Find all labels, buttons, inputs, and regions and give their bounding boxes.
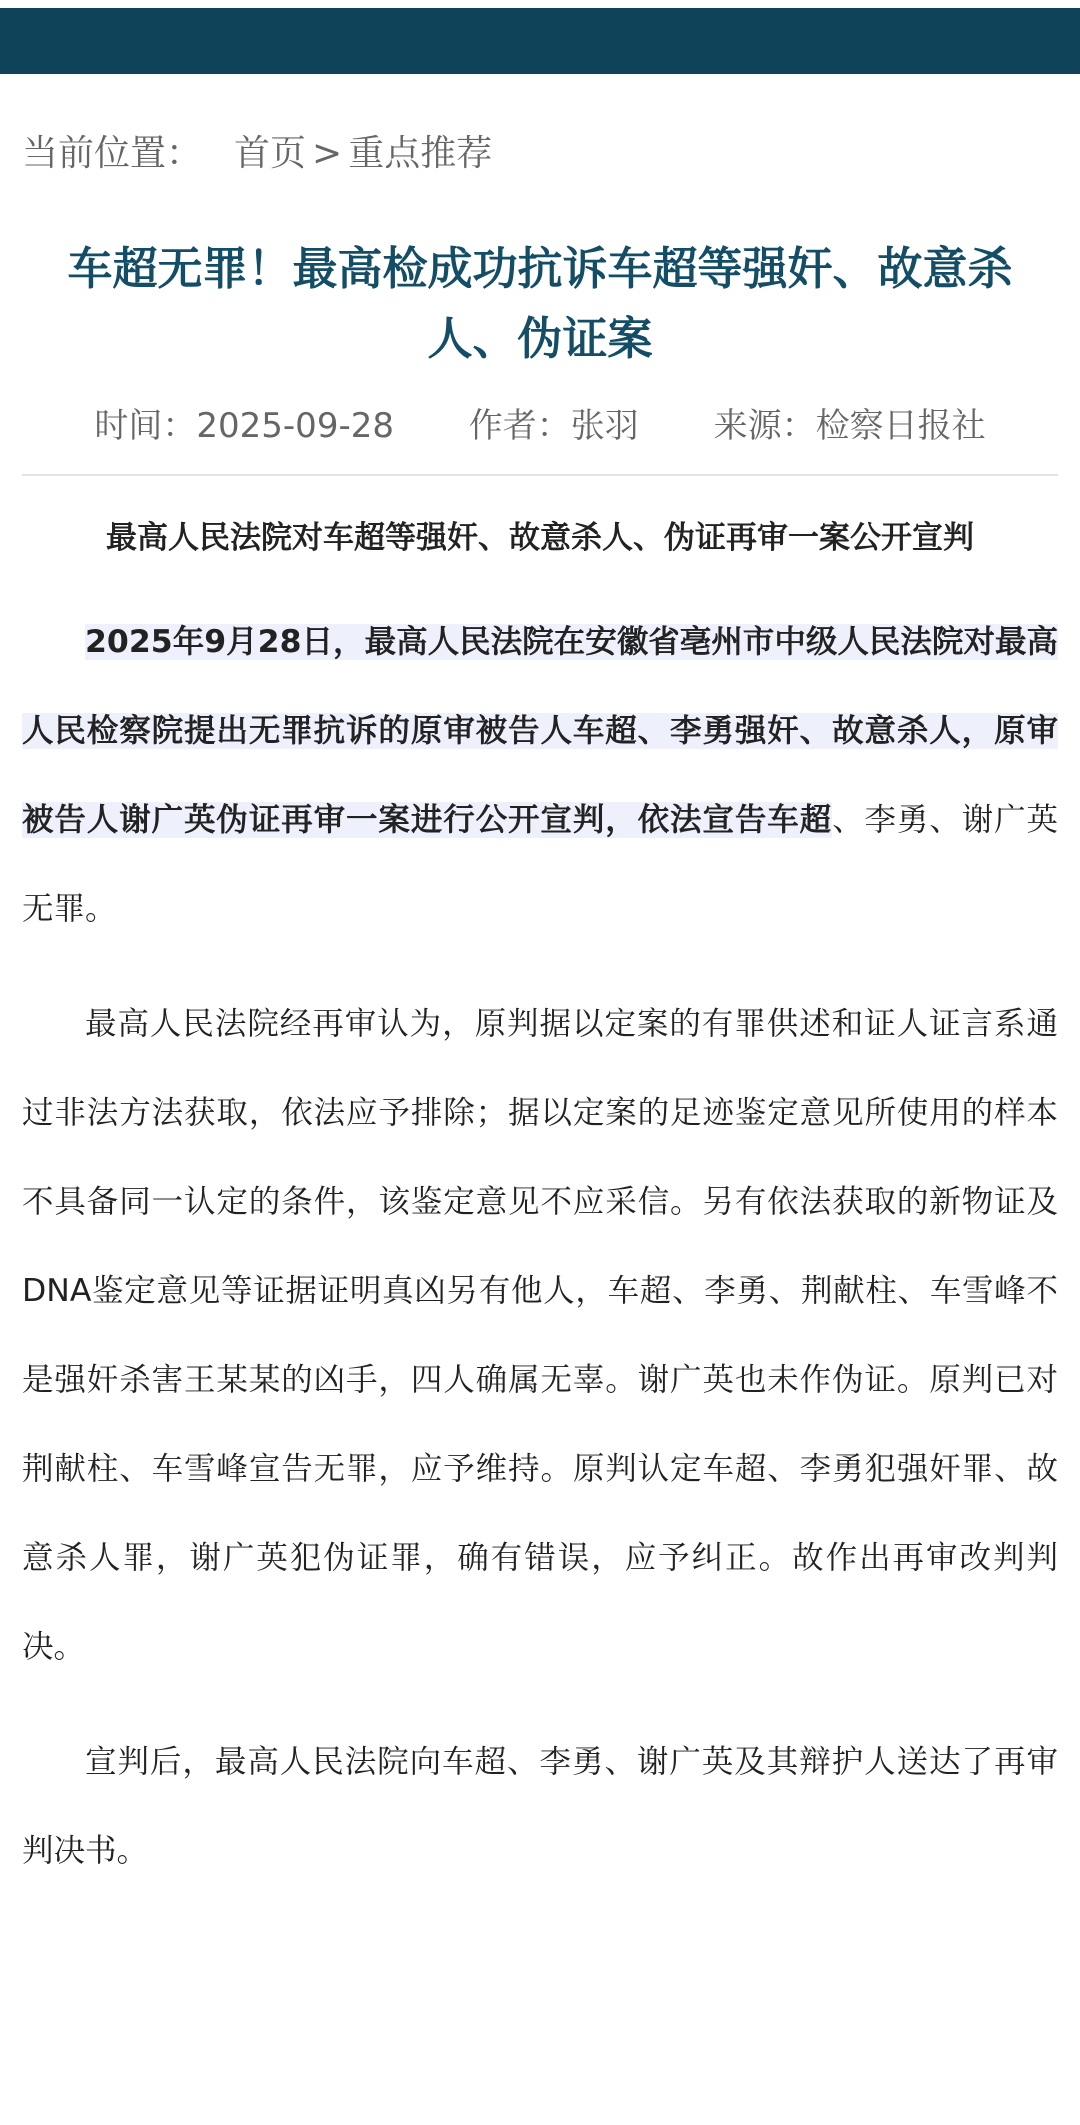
article-page (0, 132, 1080, 1896)
top-header-bar (0, 8, 1080, 74)
breadcrumb-separator: > (312, 133, 343, 174)
breadcrumb-home-link[interactable]: 首页 (234, 133, 307, 174)
article-paragraph-1 (22, 598, 1058, 954)
article-author: 作者：张羽 (468, 406, 639, 446)
breadcrumb (22, 132, 1058, 176)
breadcrumb-label: 当前位置： (22, 133, 203, 174)
breadcrumb-current-link[interactable]: 重点推荐 (348, 133, 493, 174)
article-time: 时间：2025-09-28 (94, 406, 394, 446)
article-subtitle: 最高人民法院对车超等强奸、故意杀人、伪证再审一案公开宣判 (106, 520, 974, 556)
article-title: 车超无罪！最高检成功抗诉车超等强奸、故意杀人、伪证案 (67, 242, 1013, 365)
meta-divider (22, 474, 1058, 476)
paragraph-1-rest: 、李勇、谢广英无罪。 (22, 802, 1058, 927)
article-paragraph-2: 最高人民法院经再审认为，原判据以定案的有罪供述和证人证言系通过非法方法获取，依法应予排除；据以定案的足迹鉴定意见所使用的样本不具备同一认定的条件，该鉴定意见不应采信。另有依法获取的新物证及DNA鉴定意见等证据证明真凶另有他人，车超、李勇、荆献柱、车雪峰不是强奸杀害王某某的凶手，四人确属无辜。谢广英也未作伪证。原判已对荆献柱、车雪峰宣告无罪，应予维持。原判认定车超、李勇犯强奸罪、故意杀人罪，谢广英犯伪证罪，确有错误，应予纠正。故作出再审改判判决。 (22, 1006, 1058, 1665)
highlighted-text: 2025年9月28日，最高人民法院在安徽省亳州市中级人民法院对最高人民检察院提出无罪抗诉的原审被告人车超、李勇强奸、故意杀人，原审被告人谢广英伪证再审一案进行公开宣判，依法宣告车超 (22, 624, 1058, 838)
article-meta (22, 404, 1058, 448)
article-source: 来源：检察日报社 (713, 406, 986, 446)
article-paragraph-3: 宣判后，最高人民法院向车超、李勇、谢广英及其辩护人送达了再审判决书。 (22, 1744, 1058, 1869)
